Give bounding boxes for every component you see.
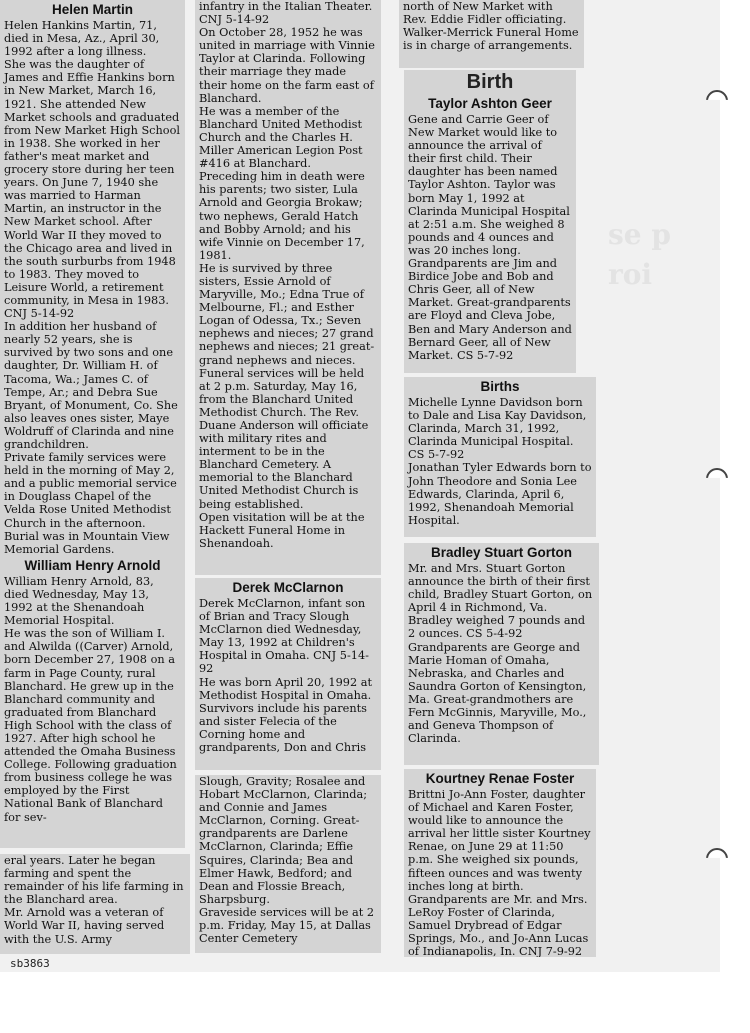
bleed-through-text: roi <box>608 258 653 291</box>
clipping-derek-mcclarnon <box>195 578 381 770</box>
announcement-title: Kourtney Renae Foster <box>425 771 575 786</box>
announcement-text: Brittni Jo-Ann Foster, daughter of Michael and Karen Foster, would like to announce the arrival her little sister Kourtney Renae, on June 29 at 11:50 p.m. She weighed six pounds, fifteen ounces and was twenty inches long at birth. Grandparents are Mr. and Mrs. LeRoy Foster of Clarinda, Samuel Drybread of Edgar Springs, Mo., and Jo-Ann Lucas of Indianapolis, In. CNJ 7-9-92 <box>408 788 591 957</box>
clipping-arnold-continued <box>0 854 190 954</box>
bleed-through-text: se p <box>608 218 671 251</box>
obituary-title: Derek McClarnon <box>232 580 344 595</box>
obituary-text: Helen Hankins Martin, 71, died in Mesa, Az., April 30, 1992 after a long illness. She was the daughter of James and Effie Hankins born in New Market, March 16, 1921. She attended New Market schools and graduated from New Market High School in 1938. She worked in her father's meat market and grocery store during her teen years. On June 7, 1940 she was married to Harman Martin, an instructor in the New Market school. After World War II they moved to the Chicago area and lived in the south surburbs from 1948 to 1983. They moved to Leisure World, a retirement community, in Mesa in 1983. CNJ 5-14-92 In addition her husband of nearly 52 years, she is survived by two sons and one daughter, Dr. William H. of Tacoma, Wa.; James C. of Tempe, Ar.; and Debra Sue Bryant, of Monument, Co. She also leaves ones sister, Maye Woldruff of Clarinda and nine grandchildren. Private family services were held in the morning of May 2, and a public memorial service in Douglass Chapel of the Velda Rose United Methodist Church in the afternoon. Burial was in Mountain View Memorial Gardens. <box>4 19 181 556</box>
obituary-title: Helen Martin <box>51 2 133 17</box>
obituary-text: Derek McClarnon, infant son of Brian and Tracy Slough McClarnon died Wednesday, May 13, 1992 at Children's Hospital in Omaha. CNJ 5-14-92 He was born April 20, 1992 at Methodist Hospital in Omaha. Survivors include his parents and sister Felecia of the Corning home and grandparents, Don and Chris <box>199 597 373 755</box>
clipping-births <box>404 377 596 537</box>
announcement-text: Michelle Lynne Davidson born to Dale and Lisa Kay Davidson, Clarinda, March 31, 1992, Clarinda Municipal Hospital. CS 5-7-92 Jonathan Tyler Edwards born to John Theodore and Sonia Lee Edwards, Clarinda, April 6, 1992, Shenandoah Memorial Hospital. <box>408 396 592 527</box>
clipping-helen-martin <box>0 0 185 848</box>
page-margin <box>0 972 750 1033</box>
announcement-text: Mr. and Mrs. Stuart Gorton announce the birth of their first child, Bradley Stuart Gorton, on April 4 in Richmond, Va. Bradley weighed 7 pounds and 2 ounces. CS 5-4-92 Grandparents are George and Marie Homan of Omaha, Nebraska, and Charles and Saundra Gorton of Kensington, Ma. Great-grandmothers are Fern McGinnis, Maryville, Mo., and Geneva Thompson of Clarinda. <box>408 562 593 746</box>
obituary-text: north of New Market with Rev. Eddie Fidler officiating. Walker-Merrick Funeral Home is in charge of arrangements. <box>403 0 579 53</box>
obituary-text: William Henry Arnold, 83, died Wednesday, May 13, 1992 at the Shenandoah Memorial Hospital. He was the son of William I. and Alwilda ((Carver) Arnold, born December 27, 1908 on a farm in Page County, rural Blanchard. He grew up in the Blanchard community and graduated from Blanchard High School with the class of 1927. After high school he attended the Omaha Business College. Following graduation from business college he was employed by the First National Bank of Blanchard for sev- <box>4 574 177 824</box>
obituary-text: infantry in the Italian Theater. CNJ 5-14-92 On October 28, 1952 he was united in marriage with Vinnie Taylor at Clarinda. Following their marriage they made their home on the farm east of Blanchard. He was a member of the Blanchard United Methodist Church and the Charles H. Miller American Legion Post #416 at Blanchard. Preceding him in death were his parents; two sister, Lula Arnold and Georgia Brokaw; two nephews, Gerald Hatch and Bobby Arnold; and his wife Vinnie on December 17, 1981. He is survived by three sisters, Essie Arnold of Maryville, Mo.; Edna True of Melbourne, Fl.; and Esther Logan of Odessa, Tx.; Seven nephews and nieces; 27 grand nephews and nieces; 21 great-grand nephews and nieces. Funeral services will be held at 2 p.m. Saturday, May 16, from the Blanchard United Methodist Church. The Rev. Duane Anderson will officiate with military rites and interment to be in the Blanchard Cemetery. A memorial to the Blanchard United Methodist Church is being established. Open visitation will be at the Hackett Funeral Home in Shenandoah. <box>199 0 375 550</box>
announcement-title: Births <box>480 379 520 394</box>
announcement-title: Bradley Stuart Gorton <box>430 545 573 560</box>
section-heading: Birth <box>466 71 514 93</box>
clipping-arnold-column2 <box>195 0 381 575</box>
obituary-text: Slough, Gravity; Rosalee and Hobart McClarnon, Clarinda; and Connie and James McClarnon, Corning. Great-grandparents are Darlene McClarnon, Clarinda; Effie Squires, Clarinda; Bea and Elmer Hawk, Bedford; and Dean and Flossie Breach, Sharpsburg. Graveside services will be at 2 p.m. Friday, May 15, at Dallas Center Cemetery <box>199 775 375 946</box>
catalog-number: sb3863 <box>10 957 50 970</box>
clipping-fidler <box>399 0 584 68</box>
clipping-bradley-gorton <box>404 543 599 765</box>
obituary-title: William Henry Arnold <box>24 557 161 573</box>
clipping-kourtney-foster <box>404 769 596 957</box>
clipping-derek-continued <box>195 775 381 953</box>
clipping-birth-geer <box>404 70 576 373</box>
announcement-title: Taylor Ashton Geer <box>428 96 552 111</box>
obituary-text: eral years. Later he began farming and spent the remainder of his life farming in the Blanchard area. Mr. Arnold was a veteran of World War II, having served with the U.S. Army <box>4 854 184 946</box>
announcement-text: Gene and Carrie Geer of New Market would like to announce the arrival of their first child. Their daughter has been named Taylor Ashton. Taylor was born May 1, 1992 at Clarinda Municipal Hospital at 2:51 a.m. She weighed 8 pounds and 4 ounces and was 20 inches long. Grandparents are Jim and Birdice Jobe and Bob and Chris Geer, all of New Market. Great-grandparents are Floyd and Cleva Jobe, Ben and Mary Anderson and Bernard Geer, all of New Market. CS 5-7-92 <box>408 113 572 362</box>
